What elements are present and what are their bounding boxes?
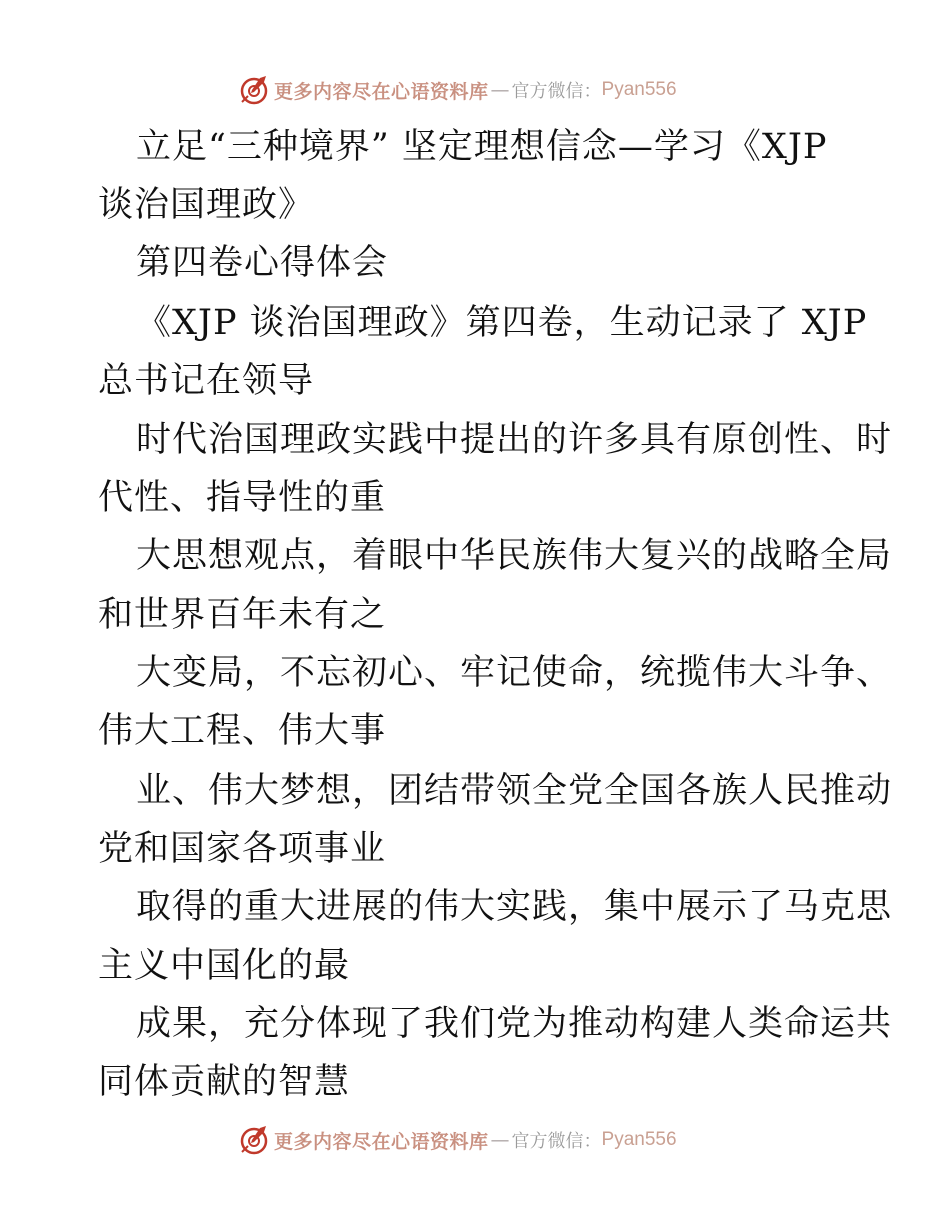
text-line: 第四卷心得体会 bbox=[136, 243, 389, 283]
text-line: 大变局，不忘初心、牢记使命，统揽伟大斗争、 bbox=[136, 653, 893, 693]
promo-dash: — bbox=[490, 1129, 510, 1151]
promo-text: 更多内容尽在心语资料库 bbox=[274, 1130, 489, 1153]
quill-logo-icon bbox=[238, 1124, 270, 1156]
text-line: 同体贡献的智慧 bbox=[98, 1062, 351, 1102]
wechat-label: 官方微信： bbox=[511, 1131, 602, 1152]
text-line: 《XJP 谈治国理政》第四卷，生动记录了 XJP bbox=[136, 303, 868, 343]
text-line: 伟大工程、伟大事 bbox=[98, 711, 387, 751]
promo-dash: — bbox=[490, 79, 510, 101]
text-line: 主义中国化的最 bbox=[98, 946, 351, 986]
wechat-label: 官方微信： bbox=[511, 81, 602, 102]
text-line: 和世界百年未有之 bbox=[98, 595, 387, 635]
text-line: 立足“三种境界” 坚定理想信念—学习《XJP bbox=[136, 127, 828, 167]
promo-text: 更多内容尽在心语资料库 bbox=[274, 80, 489, 103]
text-line: 党和国家各项事业 bbox=[98, 829, 387, 869]
footer-watermark-banner bbox=[238, 1122, 718, 1158]
wechat-id: Pyan556 bbox=[601, 79, 677, 100]
text-line: 谈治国理政》 bbox=[98, 185, 315, 225]
wechat-id: Pyan556 bbox=[601, 1129, 677, 1150]
text-line: 大思想观点，着眼中华民族伟大复兴的战略全局 bbox=[136, 536, 893, 576]
text-line: 取得的重大进展的伟大实践，集中展示了马克思 bbox=[136, 887, 893, 927]
text-line: 业、伟大梦想，团结带领全党全国各族人民推动 bbox=[136, 771, 893, 811]
text-line: 总书记在领导 bbox=[98, 361, 315, 401]
text-line: 时代治国理政实践中提出的许多具有原创性、时 bbox=[136, 420, 893, 460]
text-line: 成果，充分体现了我们党为推动构建人类命运共 bbox=[136, 1004, 893, 1044]
text-line: 代性、指导性的重 bbox=[98, 478, 387, 518]
